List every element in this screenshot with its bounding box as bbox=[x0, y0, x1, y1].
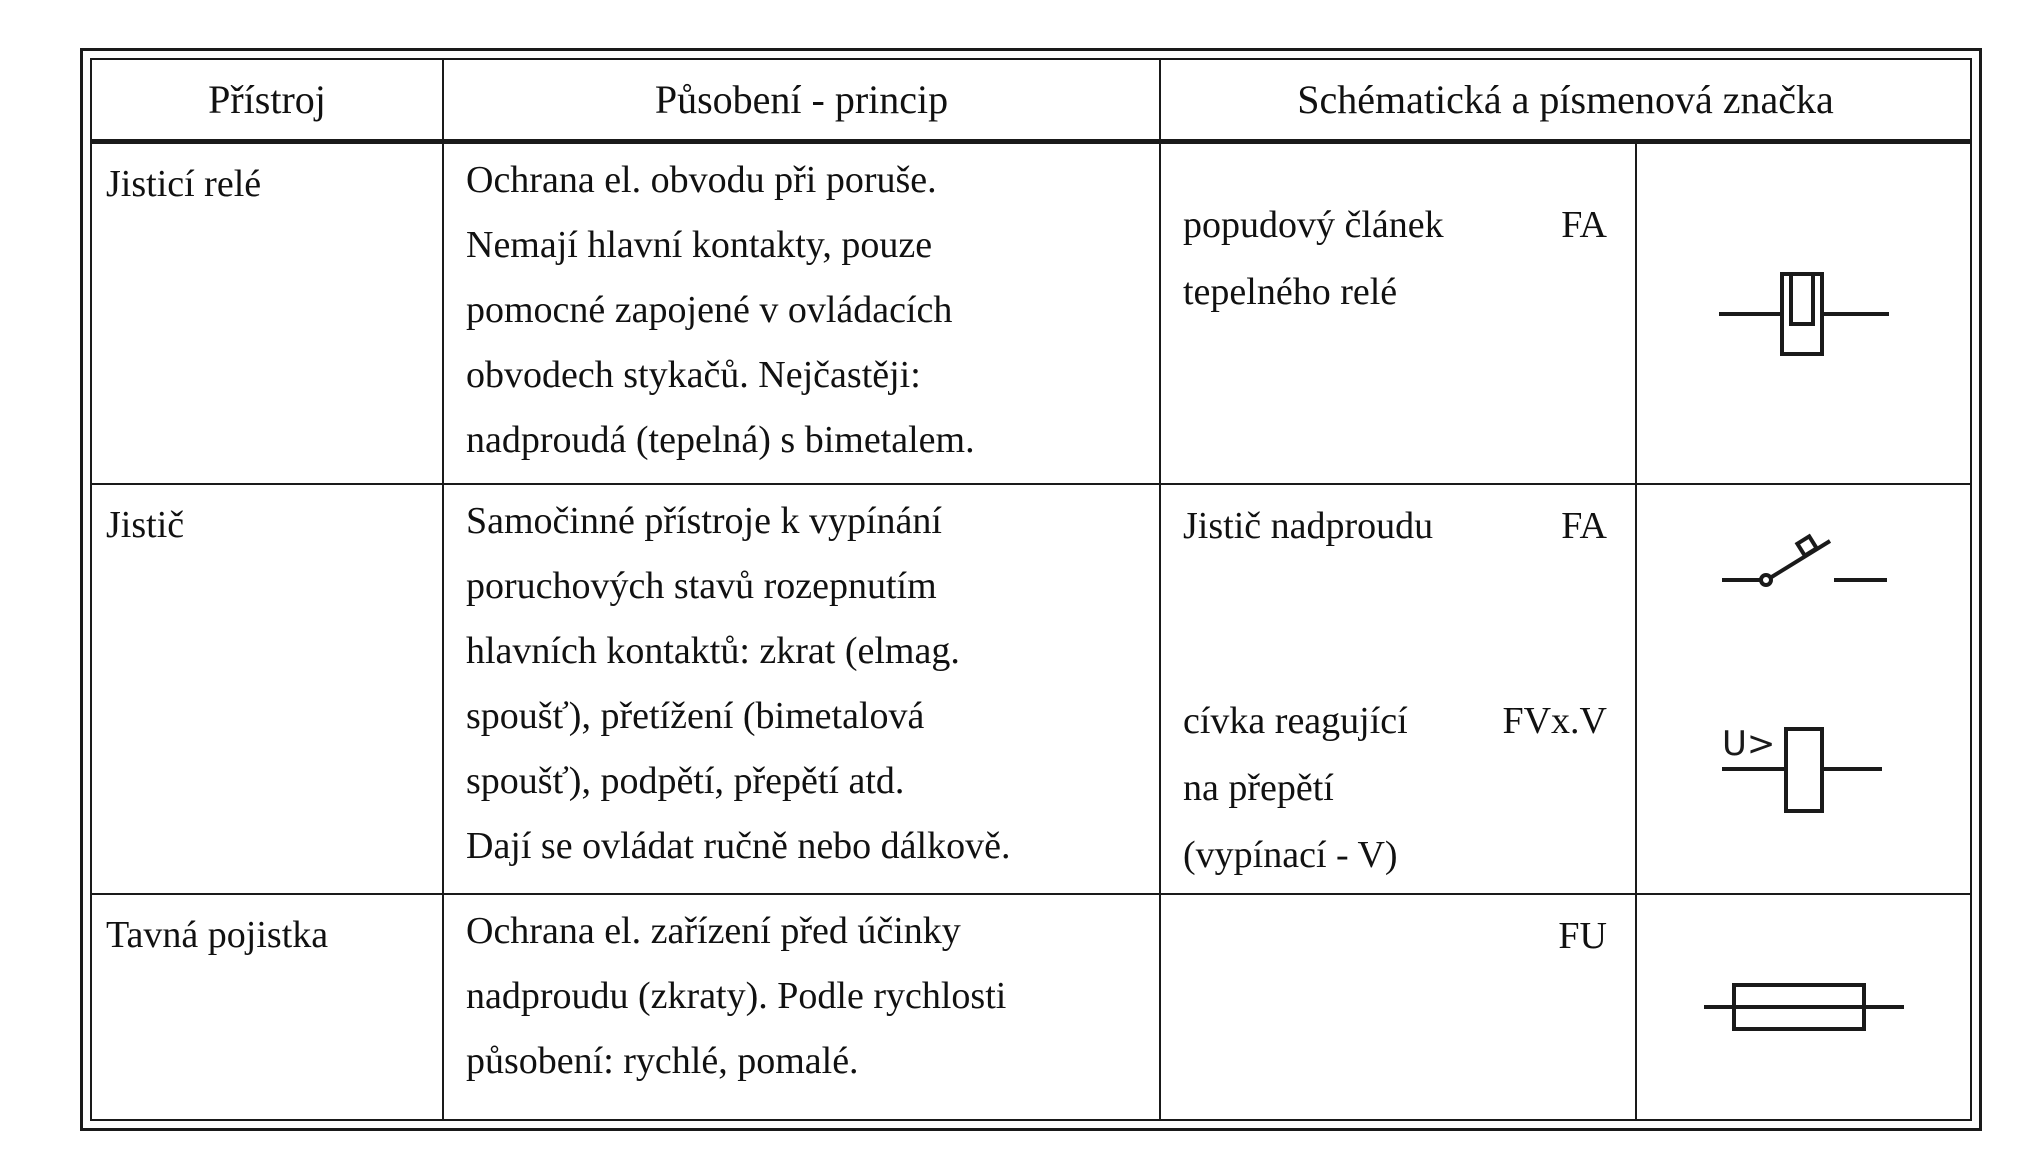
row-2-symbol-label: na přepětí bbox=[1183, 767, 1334, 809]
row-2-principle-line: hlavních kontaktů: zkrat (elmag. bbox=[466, 630, 960, 672]
header-device: Přístroj bbox=[92, 60, 444, 144]
row-1-principle-line: pomocné zapojené v ovládacích bbox=[466, 289, 953, 331]
table-inner-border bbox=[90, 58, 1972, 1121]
row-3-symbol-code: FU bbox=[1558, 915, 1607, 957]
circuit-breaker-icon bbox=[1722, 525, 1892, 605]
table-outer-border bbox=[80, 48, 1982, 1131]
row-3-principle-line: působení: rychlé, pomalé. bbox=[466, 1040, 859, 1082]
row-1-principle-line: obvodech stykačů. Nejčastěji: bbox=[466, 354, 921, 396]
row-1-principle-line: Ochrana el. obvodu při poruše. bbox=[466, 159, 937, 201]
fuse-icon bbox=[1704, 977, 1904, 1037]
row-3-principle-line: nadproudu (zkraty). Podle rychlosti bbox=[466, 975, 1007, 1017]
row-2-symbol-code: FVx.V bbox=[1502, 700, 1607, 742]
row-2-symbol-graphic bbox=[1637, 485, 1970, 895]
row-1-principle-line: nadproudá (tepelná) s bimetalem. bbox=[466, 419, 975, 461]
row-2-symbol-label: Jistič nadproudu bbox=[1183, 505, 1434, 547]
row-2-principle-line: spoušť), podpětí, přepětí atd. bbox=[466, 760, 905, 802]
row-3-device: Tavná pojistka bbox=[92, 895, 444, 1119]
row-1-principle-line: Nemají hlavní kontakty, pouze bbox=[466, 224, 933, 266]
row-3-symbol-graphic bbox=[1637, 895, 1970, 1119]
row-2-principle-line: Dají se ovládat ručně nebo dálkově. bbox=[466, 825, 1011, 867]
header-symbol: Schématická a písmenová značka bbox=[1161, 60, 1970, 144]
row-1-device: Jisticí relé bbox=[92, 144, 444, 485]
header-principle: Působení - princip bbox=[444, 60, 1161, 144]
row-3-principle-line: Ochrana el. zařízení před účinky bbox=[466, 910, 961, 952]
row-3-principle bbox=[444, 895, 1161, 1119]
row-1-symbol-code: FA bbox=[1561, 204, 1607, 246]
row-3-symbol-text bbox=[1161, 895, 1637, 1119]
overvoltage-coil-icon bbox=[1722, 717, 1892, 817]
row-2-device: Jistič bbox=[92, 485, 444, 895]
row-1-symbol-graphic bbox=[1637, 144, 1970, 485]
coil-label: U> bbox=[1722, 724, 1776, 764]
row-2-principle-line: spoušť), přetížení (bimetalová bbox=[466, 695, 925, 737]
row-2-symbol-text bbox=[1161, 485, 1637, 895]
row-2-principle-line: Samočinné přístroje k vypínání bbox=[466, 500, 942, 542]
row-1-symbol-label: tepelného relé bbox=[1183, 271, 1398, 313]
row-2-principle bbox=[444, 485, 1161, 895]
row-1-symbol-label: popudový článek bbox=[1183, 204, 1444, 246]
row-2-symbol-label: cívka reagující bbox=[1183, 700, 1408, 742]
row-1-principle bbox=[444, 144, 1161, 485]
device-table bbox=[92, 60, 1970, 1119]
row-2-symbol-label: (vypínací - V) bbox=[1183, 834, 1398, 876]
row-2-symbol-code: FA bbox=[1561, 505, 1607, 547]
thermal-relay-element-icon bbox=[1719, 269, 1889, 359]
row-2-principle-line: poruchových stavů rozepnutím bbox=[466, 565, 937, 607]
row-1-symbol-text bbox=[1161, 144, 1637, 485]
